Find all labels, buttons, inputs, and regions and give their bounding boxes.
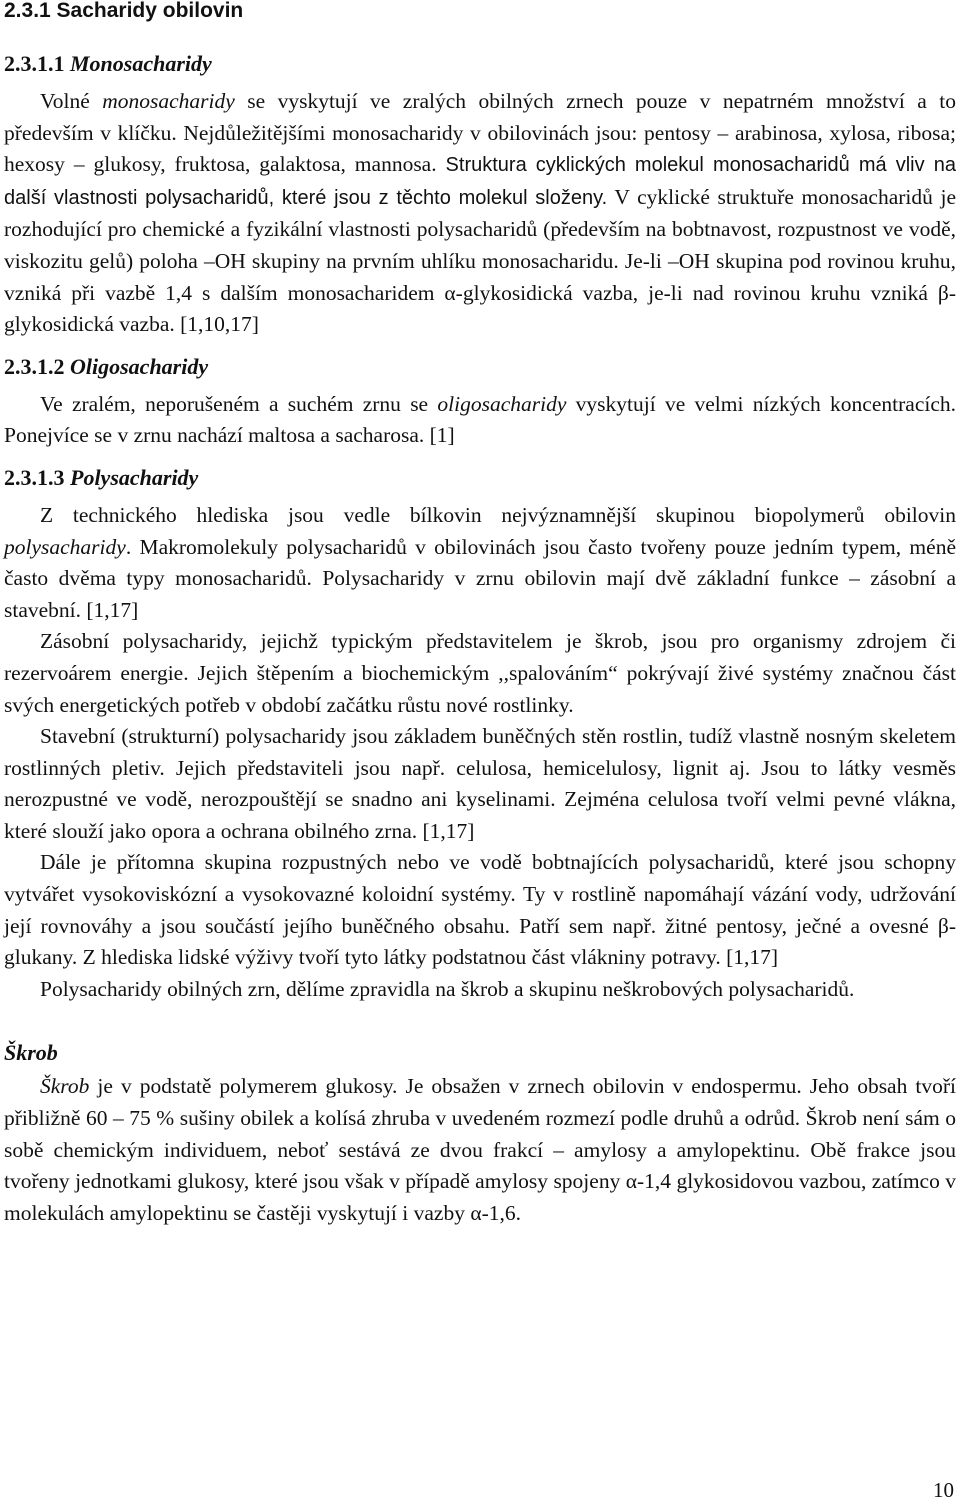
- term-skrob: Škrob: [40, 1074, 90, 1099]
- term-polysacharidy: polysacharidy: [4, 534, 126, 559]
- monosacharidy-heading: [4, 50, 956, 78]
- polysacharidy-paragraph-1: [4, 500, 956, 626]
- oligosacharidy-heading: [4, 353, 956, 381]
- oligosacharidy-number: 2.3.1.2: [4, 353, 65, 379]
- oligosacharidy-paragraph: [4, 389, 956, 452]
- term-oligosacharidy: oligosacharidy: [437, 391, 567, 416]
- polysacharidy-heading: [4, 464, 956, 492]
- page-number: 10: [933, 1478, 954, 1502]
- polysacharidy-paragraph-2: Zásobní polysacharidy, jejichž typickým představitelem je škrob, jsou pro organismy zdrojem či rezervoárem energie. Jejich štěpením a biochemickým ,,spalováním“ pokrývají živé systémy značnou část svých energetických potřeb v období začátku růstu nové rostlinky.: [4, 629, 956, 717]
- polysacharidy-paragraph-5: Polysacharidy obilných zrn, dělíme zpravidla na škrob a skupinu neškrobových polysacharidů.: [40, 976, 855, 1001]
- polysacharidy-paragraph-4: Dále je přítomna skupina rozpustných nebo ve vodě bobtnajících polysacharidů, které jsou schopny vytvářet vysokoviskózní a vysokovazné koloidní systémy. Ty v rostlině napomáhají vázání vody, udržování její rovnováhy a jsou součástí jejího buněčného obsahu. Patří sem např. žitné pentosy, ječné a ovesné β-glukany. Z hlediska lidské výživy tvoří tyto látky podstatnou část vlákniny potravy. [1,17]: [4, 850, 956, 970]
- text-run: V cyklické struktuře monosacharidů je rozhodující pro chemické a fyzikální vlastnosti polysacharidů (především na bobtnavost, rozpustnost ve vodě, viskozitu gelů) poloha –OH skupiny na prvním uhlíku monosacharidu. Je-li –OH skupina pod rovinou kruhu, vzniká při vazbě 1,4 s dalším monosacharidem α-glykosidická vazba, je-li nad rovinou kruhu vzniká β-glykosidická vazba. [1,10,17]: [4, 184, 957, 337]
- text-run: Ve zralém, neporušeném a suchém zrnu se: [40, 391, 438, 416]
- oligosacharidy-title: Oligosacharidy: [70, 353, 209, 379]
- polysacharidy-number: 2.3.1.3: [4, 464, 65, 490]
- skrob-heading: Škrob: [4, 1040, 58, 1066]
- polysacharidy-title: Polysacharidy: [70, 464, 199, 490]
- text-run: je v podstatě polymerem glukosy. Je obsažen v zrnech obilovin v endospermu. Jeho obsah tvoří přibližně 60 – 75 % sušiny obilek a kolísá zhruba v uvedeném rozmezí podle druhů a odrůd. Škrob není sám o sobě chemickým individuem, neboť sestává ze dvou frakcí – amylosy a amylopektinu. Obě frakce jsou tvořeny jednotkami glukosy, které jsou však v případě amylosy spojeny α-1,4 glykosidovou vazbou, zatímco v molekulách amylopektinu se častěji vyskytují i vazby α-1,6.: [4, 1074, 956, 1225]
- monosacharidy-title: Monosacharidy: [70, 51, 212, 76]
- skrob-paragraph: [4, 1071, 956, 1229]
- monosacharidy-number: 2.3.1.1: [4, 51, 65, 76]
- text-run: se vyskytují ve zralých obilných zrnech pouze v nepatrném množství a to především v klíčku. Nejdůležitějšími monosacharidy v obilovinách jsou: pentosy – arabinosa, xylosa, ribosa; hexosy – glukosy, fruktosa, galaktosa, mannosa.: [4, 89, 956, 177]
- section-heading: 2.3.1 Sacharidy obilovin: [4, 0, 244, 22]
- text-run: vyskytují ve velmi nízkých koncentracích. Ponejvíce se v zrnu nachází maltosa a sacharosa. [1]: [4, 391, 956, 448]
- term-monosacharidy: monosacharidy: [102, 89, 235, 113]
- polysacharidy-paragraph-3: Stavební (strukturní) polysacharidy jsou základem buněčných stěn rostlin, tudíž vlastně nosným skeletem rostlinných pletiv. Jejich představiteli jsou např. celulosa, hemicelulosy, lignit aj. Jsou to látky vesměs nerozpustné ve vodě, nerozpouštějí se snadno ani kyselinami. Zejména celulosa tvoří velmi pevné vlákna, které slouží jako opora a ochrana obilného zrna. [1,17]: [4, 724, 956, 843]
- text-run: Z technického hlediska jsou vedle bílkovin nejvýznamnější skupinou biopolymerů obilovin: [40, 502, 956, 527]
- monosacharidy-paragraph: [4, 86, 956, 341]
- text-run: . Makromolekuly polysacharidů v obilovinách jsou často tvořeny pouze jedním typem, méně často dvěma typy monosacharidů. Polysacharidy v zrnu obilovin mají dvě základní funkce – zásobní a stavební. [1,17]: [4, 534, 956, 622]
- text-run-sans: Struktura cyklických molekul monosacharidů má vliv na další vlastnosti polysacharidů, které jsou z těchto molekul složeny.: [4, 154, 956, 209]
- text-run: Volné: [40, 89, 103, 113]
- document-page: [4, 0, 956, 1229]
